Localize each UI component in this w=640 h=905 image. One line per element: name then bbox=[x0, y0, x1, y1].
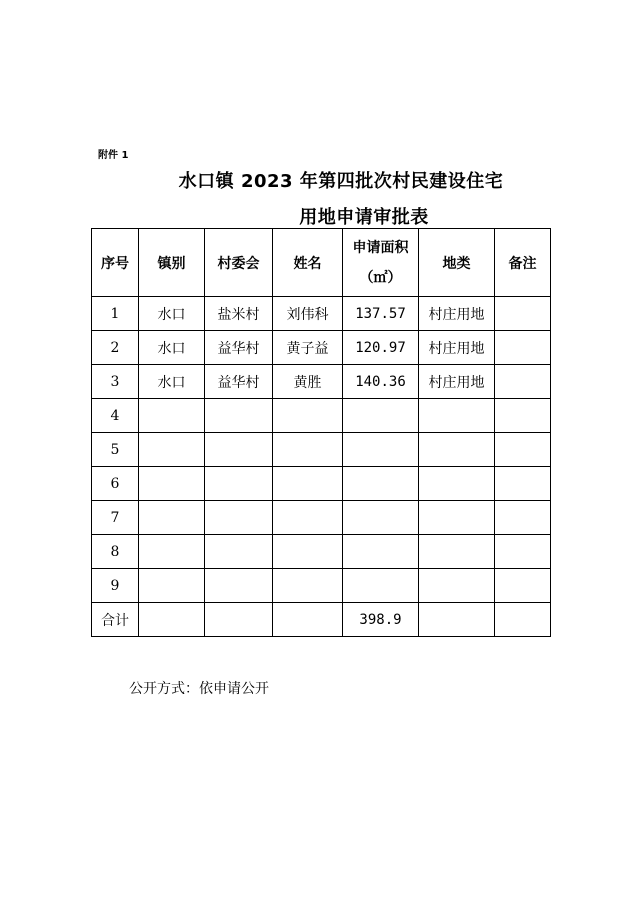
cell-seq: 9 bbox=[92, 569, 139, 603]
total-name bbox=[273, 603, 343, 637]
header-area-line2: （㎡） bbox=[359, 269, 402, 286]
header-village: 村委会 bbox=[205, 229, 273, 297]
approval-table bbox=[91, 228, 551, 637]
cell-village bbox=[205, 433, 273, 467]
cell-seq: 8 bbox=[92, 535, 139, 569]
attachment-label: 附件 1 bbox=[98, 150, 129, 161]
cell-name bbox=[273, 501, 343, 535]
cell-area bbox=[343, 535, 419, 569]
table-row bbox=[92, 297, 551, 331]
cell-remarks bbox=[495, 297, 551, 331]
cell-town bbox=[139, 467, 205, 501]
header-name: 姓名 bbox=[273, 229, 343, 297]
cell-town: 水口 bbox=[139, 297, 205, 331]
cell-village: 益华村 bbox=[205, 331, 273, 365]
cell-area bbox=[343, 399, 419, 433]
cell-area bbox=[343, 467, 419, 501]
cell-village bbox=[205, 535, 273, 569]
header-land-type: 地类 bbox=[419, 229, 495, 297]
cell-name bbox=[273, 569, 343, 603]
cell-area bbox=[343, 433, 419, 467]
cell-land-type: 村庄用地 bbox=[419, 331, 495, 365]
cell-remarks bbox=[495, 365, 551, 399]
cell-town bbox=[139, 399, 205, 433]
cell-name: 黄子益 bbox=[273, 331, 343, 365]
table-row bbox=[92, 433, 551, 467]
cell-name: 刘伟科 bbox=[273, 297, 343, 331]
cell-name bbox=[273, 467, 343, 501]
cell-town: 水口 bbox=[139, 331, 205, 365]
table-row bbox=[92, 569, 551, 603]
cell-land-type bbox=[419, 399, 495, 433]
cell-seq: 2 bbox=[92, 331, 139, 365]
cell-remarks bbox=[495, 331, 551, 365]
header-seq: 序号 bbox=[92, 229, 139, 297]
cell-village: 益华村 bbox=[205, 365, 273, 399]
cell-land-type bbox=[419, 535, 495, 569]
cell-seq: 3 bbox=[92, 365, 139, 399]
cell-land-type bbox=[419, 467, 495, 501]
disclosure-method: 公开方式：依申请公开 bbox=[129, 681, 269, 697]
total-label: 合计 bbox=[92, 603, 139, 637]
document-title-line1: 水口镇 2023 年第四批次村民建设住宅 bbox=[178, 171, 504, 192]
cell-area: 120.97 bbox=[343, 331, 419, 365]
cell-town: 水口 bbox=[139, 365, 205, 399]
cell-town bbox=[139, 535, 205, 569]
cell-remarks bbox=[495, 433, 551, 467]
table-row bbox=[92, 501, 551, 535]
document-title-line2: 用地申请审批表 bbox=[299, 207, 429, 228]
cell-land-type bbox=[419, 501, 495, 535]
cell-village bbox=[205, 569, 273, 603]
cell-seq: 7 bbox=[92, 501, 139, 535]
total-land-type bbox=[419, 603, 495, 637]
cell-seq: 1 bbox=[92, 297, 139, 331]
total-remarks bbox=[495, 603, 551, 637]
table-row bbox=[92, 399, 551, 433]
table-row bbox=[92, 467, 551, 501]
cell-village: 盐米村 bbox=[205, 297, 273, 331]
cell-name bbox=[273, 399, 343, 433]
total-village bbox=[205, 603, 273, 637]
cell-land-type: 村庄用地 bbox=[419, 297, 495, 331]
cell-remarks bbox=[495, 399, 551, 433]
cell-remarks bbox=[495, 501, 551, 535]
cell-village bbox=[205, 501, 273, 535]
cell-area bbox=[343, 501, 419, 535]
table-row bbox=[92, 365, 551, 399]
header-area-line1: 申请面积 bbox=[352, 239, 409, 256]
cell-area bbox=[343, 569, 419, 603]
cell-seq: 6 bbox=[92, 467, 139, 501]
header-remarks: 备注 bbox=[495, 229, 551, 297]
cell-town bbox=[139, 433, 205, 467]
cell-land-type: 村庄用地 bbox=[419, 365, 495, 399]
table-header-row bbox=[92, 229, 551, 297]
cell-area: 137.57 bbox=[343, 297, 419, 331]
cell-town bbox=[139, 501, 205, 535]
cell-name bbox=[273, 535, 343, 569]
total-row bbox=[92, 603, 551, 637]
cell-seq: 5 bbox=[92, 433, 139, 467]
cell-remarks bbox=[495, 535, 551, 569]
cell-village bbox=[205, 399, 273, 433]
total-area: 398.9 bbox=[343, 603, 419, 637]
header-area bbox=[343, 229, 419, 297]
table-row bbox=[92, 535, 551, 569]
cell-seq: 4 bbox=[92, 399, 139, 433]
cell-name: 黄胜 bbox=[273, 365, 343, 399]
cell-village bbox=[205, 467, 273, 501]
cell-land-type bbox=[419, 433, 495, 467]
cell-remarks bbox=[495, 467, 551, 501]
cell-land-type bbox=[419, 569, 495, 603]
total-town bbox=[139, 603, 205, 637]
cell-town bbox=[139, 569, 205, 603]
cell-remarks bbox=[495, 569, 551, 603]
cell-area: 140.36 bbox=[343, 365, 419, 399]
header-town: 镇别 bbox=[139, 229, 205, 297]
table-row bbox=[92, 331, 551, 365]
cell-name bbox=[273, 433, 343, 467]
